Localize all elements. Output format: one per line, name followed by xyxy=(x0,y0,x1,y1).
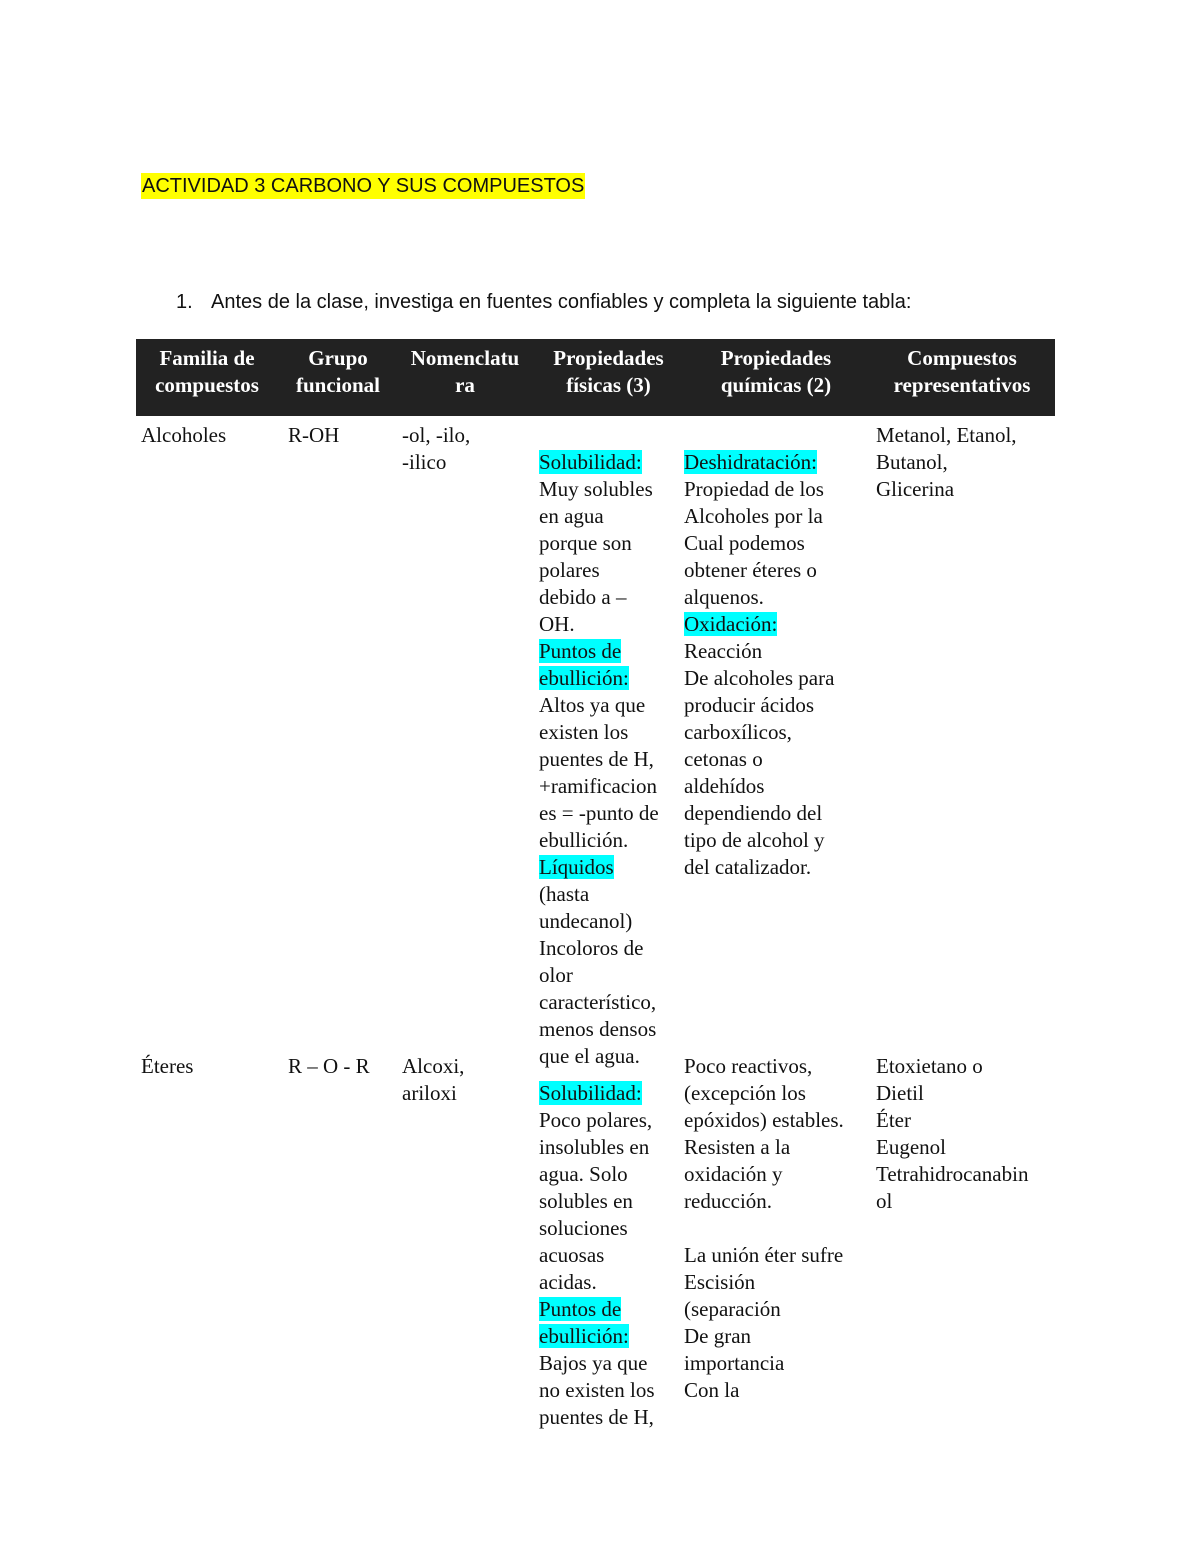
header-familia: Familia de compuestos xyxy=(155,346,259,397)
instruction-item xyxy=(176,288,911,316)
cell-familia-eteres: Éteres xyxy=(141,1054,194,1078)
property-block xyxy=(539,854,679,1070)
cell-nomenclatura-alcoholes: -ol, -ilo, -ilico xyxy=(402,423,471,474)
property-block xyxy=(539,449,679,638)
list-number: 1. xyxy=(176,291,193,313)
property-label: Solubilidad: xyxy=(539,1081,642,1105)
cell-quimicas-eteres: Poco reactivos, (excepción los epóxidos) estables. Resisten a la oxidación y reducción. La unión éter sufre Escisión (separación De gran importancia Con la xyxy=(684,1054,844,1402)
header-nomenclatura: Nomenclatu ra xyxy=(410,346,520,397)
property-label: Puntos de ebullición: xyxy=(539,639,629,690)
property-label: Puntos de ebullición: xyxy=(539,1297,629,1348)
property-block xyxy=(539,638,679,854)
header-quimicas: Propiedades químicas (2) xyxy=(720,346,832,397)
property-text: (hasta undecanol) Incoloros de olor característico, menos densos que el agua. xyxy=(539,882,657,1068)
property-block xyxy=(684,449,874,611)
property-text: Propiedad de los Alcoholes por la Cual podemos obtener éteres o alquenos. xyxy=(684,477,824,609)
header-grupo: Grupo funcional xyxy=(295,346,381,397)
table-header xyxy=(136,339,1055,416)
property-label: Deshidratación: xyxy=(684,450,817,474)
cell-quimicas-alcoholes xyxy=(684,422,874,908)
property-text: Reacción De alcoholes para producir ácidos carboxílicos, cetonas o aldehídos dependiendo del tipo de alcohol y del catalizador. xyxy=(684,639,835,879)
cell-fisicas-alcoholes xyxy=(539,422,679,1097)
cell-nomenclatura-eteres: Alcoxi, ariloxi xyxy=(402,1054,465,1105)
document-title: ACTIVIDAD 3 CARBONO Y SUS COMPUESTOS xyxy=(142,175,585,197)
property-label: Solubilidad: xyxy=(539,450,642,474)
property-label: Líquidos xyxy=(539,855,614,879)
property-text: Poco polares, insolubles en agua. Solo solubles en soluciones acuosas acidas. xyxy=(539,1108,653,1294)
property-block xyxy=(539,1296,679,1431)
cell-compuestos-alcoholes: Metanol, Etanol, Butanol, Glicerina xyxy=(876,423,1017,501)
header-compuestos: Compuestos representativos xyxy=(893,346,1031,397)
cell-compuestos-eteres: Etoxietano o Dietil Éter Eugenol Tetrahidrocanabin ol xyxy=(876,1054,1029,1213)
cell-grupo-eteres: R – O - R xyxy=(288,1054,370,1078)
property-text: Altos ya que existen los puentes de H, +ramificacion es = -punto de ebullición. xyxy=(539,693,659,852)
cell-familia-alcoholes: Alcoholes xyxy=(141,423,227,447)
cell-fisicas-eteres xyxy=(539,1053,679,1458)
property-label: Oxidación: xyxy=(684,612,778,636)
cell-grupo-alcoholes: R-OH xyxy=(288,423,340,447)
property-text: Bajos ya que no existen los puentes de H, xyxy=(539,1351,655,1429)
property-text: Muy solubles en agua porque son polares debido a – OH. xyxy=(539,477,653,636)
property-block xyxy=(539,1080,679,1296)
header-fisicas: Propiedades físicas (3) xyxy=(553,346,664,397)
property-block xyxy=(684,611,874,881)
instruction-text: Antes de la clase, investiga en fuentes confiables y completa la siguiente tabla: xyxy=(211,291,912,313)
